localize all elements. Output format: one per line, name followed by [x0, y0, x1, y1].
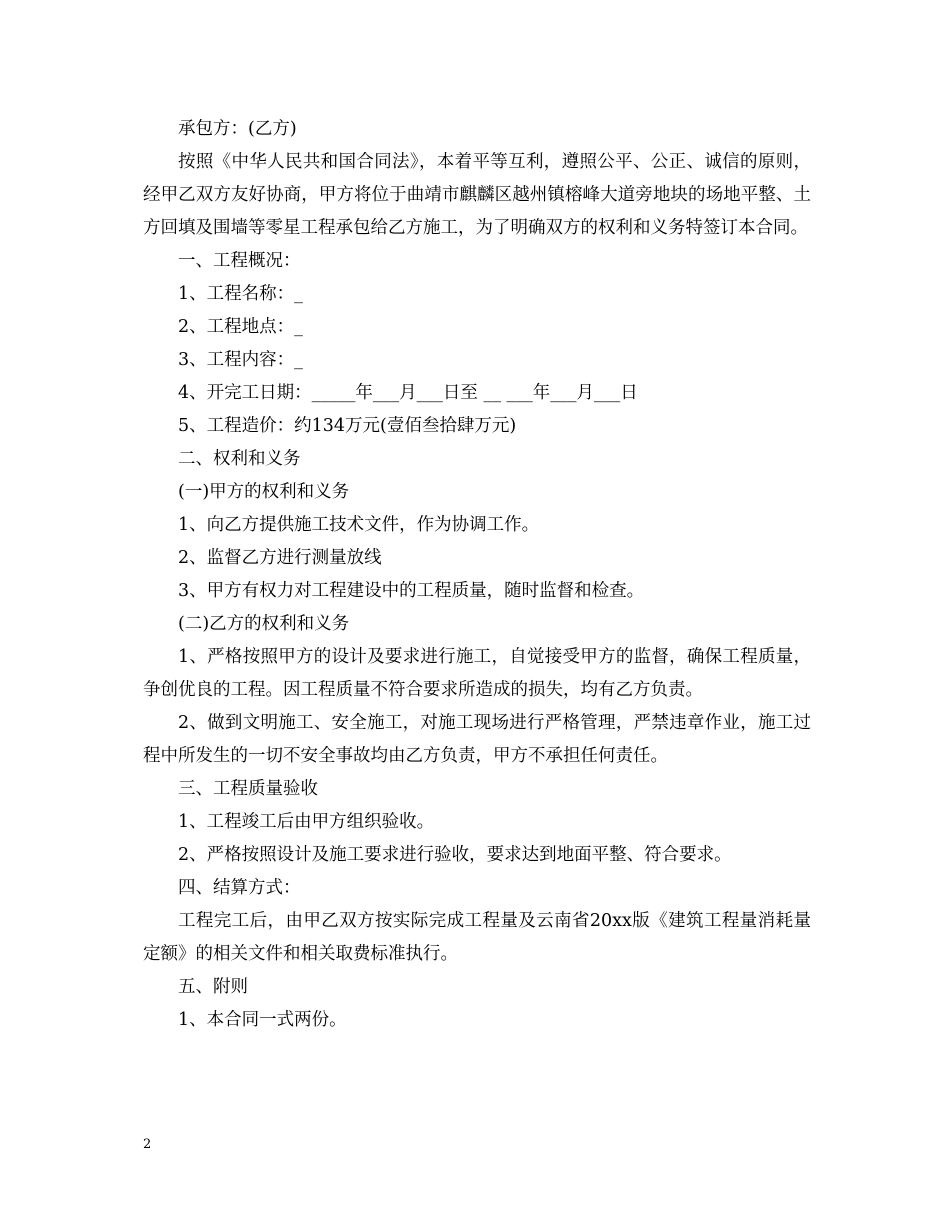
page-number: 2 — [143, 1137, 152, 1152]
item-project-location: 2、工程地点：_ — [178, 317, 303, 337]
item-project-name: 1、工程名称：_ — [178, 284, 303, 304]
subheading-party-a: (一)甲方的权利和义务 — [178, 482, 350, 502]
item-acceptance-1: 1、工程竣工后由甲方组织验收。 — [178, 812, 435, 832]
item-party-a-2: 2、监督乙方进行测量放线 — [178, 548, 382, 568]
paragraph-settlement: 工程完工后，由甲乙双方按实际完成工程量及云南省20xx版《建筑工程量消耗量定额》的相关文件和相关取费标准执行。 — [143, 911, 811, 964]
subheading-party-b: (二)乙方的权利和义务 — [178, 614, 350, 634]
heading-project-overview: 一、工程概况： — [178, 251, 301, 271]
heading-quality-acceptance: 三、工程质量验收 — [178, 779, 318, 799]
heading-settlement: 四、结算方式： — [178, 878, 301, 898]
item-project-content: 3、工程内容：_ — [178, 350, 303, 370]
paragraph-preamble: 按照《中华人民共和国合同法》，本着平等互利，遵照公平、公正、诚信的原则，经甲乙双方友好协商，甲方将位于曲靖市麒麟区越州镇榕峰大道旁地块的场地平整、土方回填及围墙等零星工程承包给乙方施工，为了明确双方的权利和义务特签订本合同。 — [143, 152, 811, 238]
heading-rights-obligations: 二、权利和义务 — [178, 449, 301, 469]
heading-supplementary: 五、附则 — [178, 977, 248, 997]
item-party-a-3: 3、甲方有权力对工程建设中的工程质量，随时监督和检查。 — [178, 581, 645, 601]
paragraph-contractor: 承包方：(乙方) — [178, 119, 297, 139]
item-party-b-2: 2、做到文明施工、安全施工，对施工现场进行严格管理，严禁违章作业，施工过程中所发生的一切不安全事故均由乙方负责，甲方不承担任何责任。 — [143, 713, 811, 766]
document-body — [143, 113, 811, 1037]
item-project-dates: 4、开完工日期：_____年___月___日至 __ ___年___月___日 — [178, 383, 638, 403]
item-supplementary-1: 1、本合同一式两份。 — [178, 1010, 347, 1030]
item-project-cost: 5、工程造价：约134万元(壹佰叁拾肆万元) — [178, 416, 517, 436]
item-party-a-1: 1、向乙方提供施工技术文件，作为协调工作。 — [178, 515, 540, 535]
item-acceptance-2: 2、严格按照设计及施工要求进行验收，要求达到地面平整、符合要求。 — [178, 845, 732, 865]
item-party-b-1: 1、严格按照甲方的设计及要求进行施工，自觉接受甲方的监督，确保工程质量，争创优良的工程。因工程质量不符合要求所造成的损失，均有乙方负责。 — [143, 647, 811, 700]
